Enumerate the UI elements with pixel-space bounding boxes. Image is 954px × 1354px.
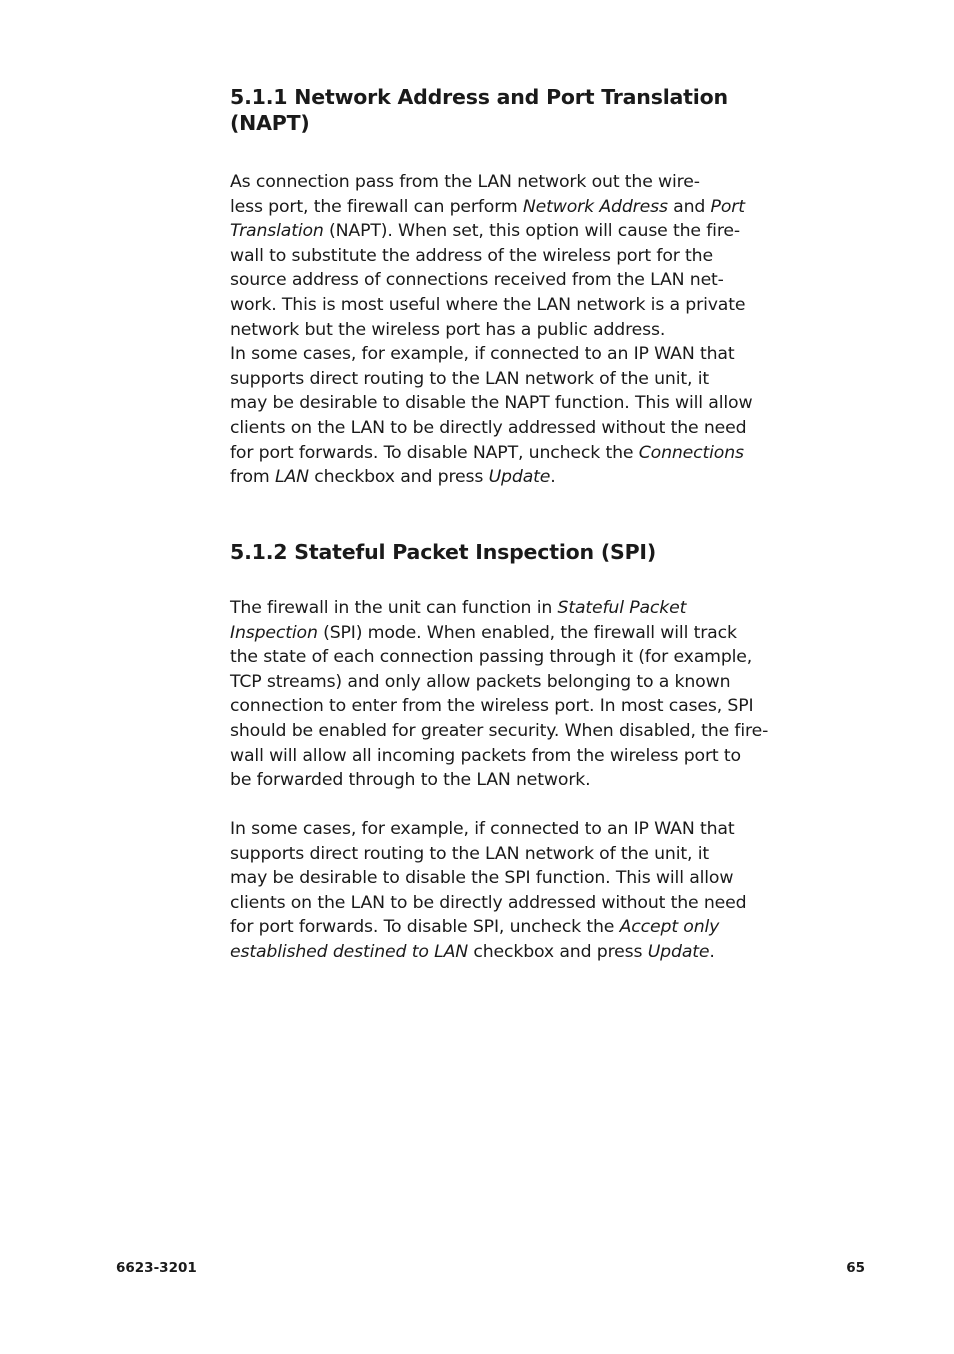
document-number: 6623-3201 bbox=[116, 1260, 197, 1276]
section-heading-napt bbox=[230, 84, 760, 136]
spi-paragraph-1: The firewall in the unit can function in Stateful Packet Inspection (SPI) mode. When enabled, the firewall will track the state of each connection passing through it (for example, TCP streams) and only allow packets belonging to a known connection to enter from the wireless port. In most cases, SPI should be enabled for greater security. When disabled, the fire- wall will allow all incoming packets from the wireless port to be forwarded through to the LAN network. bbox=[230, 598, 769, 791]
napt-paragraph: As connection pass from the LAN network out the wire- less port, the firewall can perform Network Address and Port Translation (NAPT). When set, this option will cause the fire- wall to substitute the address of the wireless port for the source address of connections received from the LAN net- work. This is most useful where the LAN network is a private network but the wireless port has a public address. In some cases, for example, if connected to an IP WAN that supports direct routing to the LAN network of the unit, it may be desirable to disable the NAPT function. This will allow clients on the LAN to be directly addressed without the need for port forwards. To disable NAPT, uncheck the Connections from LAN checkbox and press Update. bbox=[230, 172, 753, 488]
section-heading-spi: 5.1.2 Stateful Packet Inspection (SPI) bbox=[230, 540, 657, 564]
heading-line: 5.1.1 Network Address and Port Translation bbox=[230, 85, 728, 109]
heading-line: (NAPT) bbox=[230, 111, 310, 135]
page-number: 65 bbox=[846, 1260, 865, 1276]
spi-paragraph-2: In some cases, for example, if connected to an IP WAN that supports direct routing to the LAN network of the unit, it may be desirable to disable the SPI function. This will allow clients on the LAN to be directly addressed without the need for port forwards. To disable SPI, uncheck the Accept only established destined to LAN checkbox and press Update. bbox=[230, 819, 747, 962]
